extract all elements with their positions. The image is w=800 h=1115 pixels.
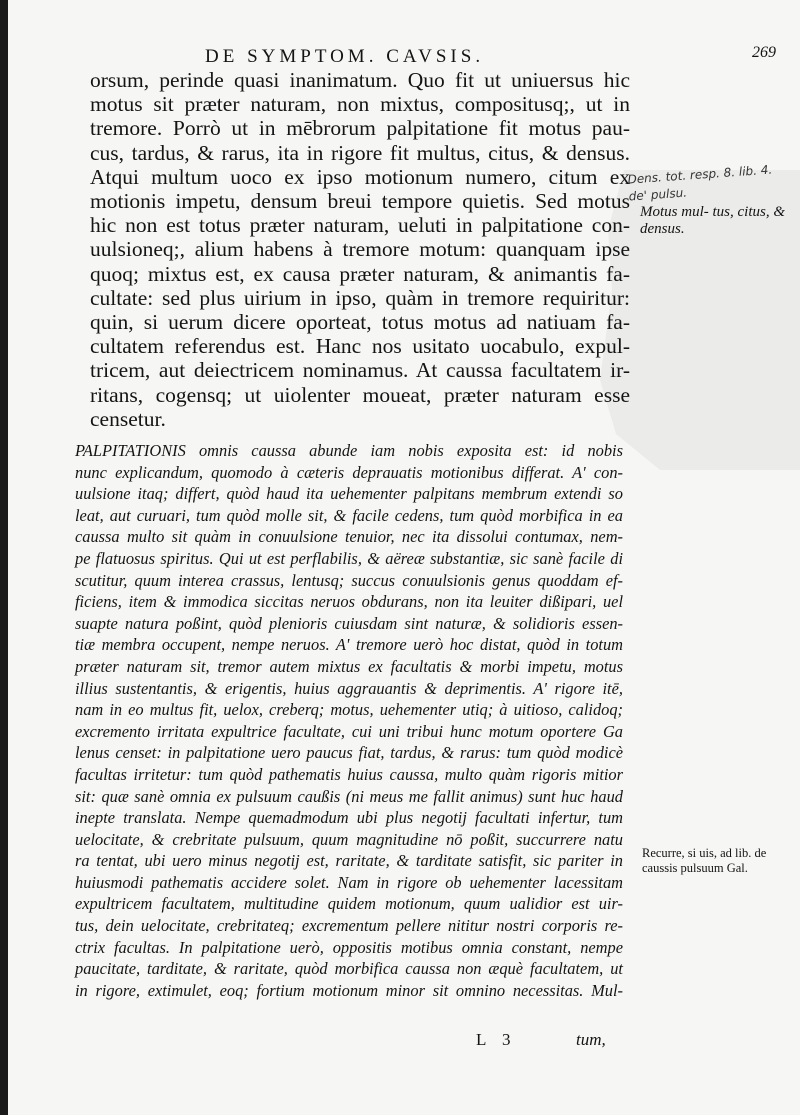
page-number: 269: [752, 44, 776, 61]
text-line: motus sit præter naturam, non mixtus, compositusq;, ut in: [90, 92, 630, 117]
text-line: paucitate, tarditate, & raritate, quòd morbifica caussa non æquè facultatem, ut: [75, 959, 623, 979]
text-line: lenus censet: in palpitatione uero paucus fiat, tardus, & rarus: tum quòd modicè: [75, 743, 623, 763]
text-line: sit: quæ sanè omnia ex pulsuum caußis (ni meus me fallit animus) sunt huc haud: [75, 786, 623, 806]
text-line: uelocitate, & crebritate pulsuum, quum magnitudine nō poßit, succurrere natu: [75, 829, 623, 849]
text-line: uulsioneq;, alium habens à tremore motum: quanquam ipse: [90, 237, 630, 262]
text-line: ra tentat, ubi uero minus negotij est, raritate, & tarditate satisfit, sic pariter in: [75, 851, 623, 871]
text-line: nam in eo multus fit, uelox, creberq; motus, uehementer utiq; à uitioso, calidoq;: [75, 700, 623, 720]
margin-note: Motus mul- tus, citus, & densus.: [640, 204, 785, 237]
text-line: cultate: sed plus uirium in ipso, quàm in tremore requiritur:: [90, 285, 630, 310]
signature-mark: L 3: [476, 1030, 517, 1049]
text-line: facultas irritetur: tum quòd pathematis huius caussa, multo quàm rigoris mitior: [75, 764, 623, 784]
text-line: tricem, aut deiectricem nominamus. At caussa facultatem ir-: [90, 358, 630, 383]
text-line: præter naturam sit, tremor autem mixtus ex facultatis & morbi impetu, motus: [75, 656, 623, 676]
text-line: tremore. Porrò ut in mēbrorum palpitatione fit motus pau-: [90, 116, 630, 141]
text-line: leat, aut curuari, tum quòd molle sit, & facile cedens, tum quòd morbifica in ea: [75, 505, 623, 525]
text-line: ritans, cogensq; ut uiolenter moueat, præter naturam esse: [90, 382, 630, 407]
text-line: cus, tardus, & rarus, ita in rigore fit multus, citus, & densus.: [90, 140, 630, 165]
text-line: cultatem referendus est. Hanc nos usitato uocabulo, expul-: [90, 334, 630, 359]
text-line: ficiens, item & immodica siccitas neruos obdurans, non ita leuiter dißipari, uel: [75, 592, 623, 612]
text-line: quoq; mixtus est, ex causa præter naturam, & animantis fa-: [90, 261, 630, 286]
text-line: nunc explicandum, quomodo à cæteris deprauatis motionibus differat. A' con-: [75, 462, 623, 482]
text-line: suapte natura poßint, quòd plenioris cuiusdam sint naturæ, & solidioris essen-: [75, 613, 623, 633]
catchword: tum,: [576, 1030, 606, 1049]
text-line: excremento irritata expultrice facultate, cui uni tribui hunc motum oportere Ga: [75, 721, 623, 741]
text-line: motionis impetu, densum breui tempore quietis. Sed motus: [90, 189, 630, 214]
text-line: huiusmodi pathematis accidere solet. Nam in rigore ob uehementer lacessitam: [75, 872, 623, 892]
text-line: illius sustentantis, & erigentis, huius aggrauantis & deprimentis. A' rigore itē,: [75, 678, 623, 698]
running-head: DE SYMPTOM. CAVSIS.: [205, 46, 485, 67]
text-line: orsum, perinde quasi inanimatum. Quo fit ut uniuersus hic: [90, 68, 630, 92]
text-line: hic non est totus præter naturam, ueluti in palpitatione con-: [90, 213, 630, 238]
text-line: PALPITATIONIS omnis caussa abunde iam nobis exposita est: id nobis: [75, 441, 623, 460]
roman-text-block: [90, 68, 630, 431]
text-line: in rigore, extimulet, eoq; fortium motionum minor sit omnino necessitas. Mul-: [75, 980, 623, 1000]
text-line: caussa multo sit quàm in conuulsione tenuior, nec ita dissolui contumax, nem-: [75, 527, 623, 547]
text-line: ctrix facultas. In palpitatione uerò, oppositis motibus omnia constant, nempe: [75, 937, 623, 957]
text-line: censetur.: [90, 406, 166, 431]
italic-text-block: [75, 440, 623, 1001]
text-line: inepte translata. Nempe quemadmodum ubi plus negotij facultati infertur, tum: [75, 808, 623, 828]
text-line: Atqui multum uoco ex ipso motionum numero, citum ex: [90, 164, 630, 189]
text-line: expultricem facultatem, multitudine quidem motionum, quum ualidior est uir-: [75, 894, 623, 914]
text-line: pe flatuosus spiritus. Qui ut est perflabilis, & aëreæ substantiæ, sic sanè facile di: [75, 548, 623, 568]
margin-note: Recurre, si uis, ad lib. de caussis pulsuum Gal.: [642, 846, 767, 875]
text-line: uulsione itaq; differt, quòd haud ita uehementer palpitans membrum extendi so: [75, 484, 623, 504]
text-line: tus, dein uelocitate, crebritateq; excrementum pellere nititur nostri corporis re-: [75, 916, 623, 936]
text-line: scutitur, quum interea crassus, lentusq; succus conuulsionis genus quoddam ef-: [75, 570, 623, 590]
text-line: quin, si uerum dicere oporteat, totus motus ad natiuam fa-: [90, 310, 630, 335]
text-line: tiæ membra occupent, nempe neruos. A' tremore uerò hoc distat, quòd in totum: [75, 635, 623, 655]
handwritten-margin-note: Dens. tot. resp. 8. lib. 4. de' pulsu.: [627, 162, 773, 204]
